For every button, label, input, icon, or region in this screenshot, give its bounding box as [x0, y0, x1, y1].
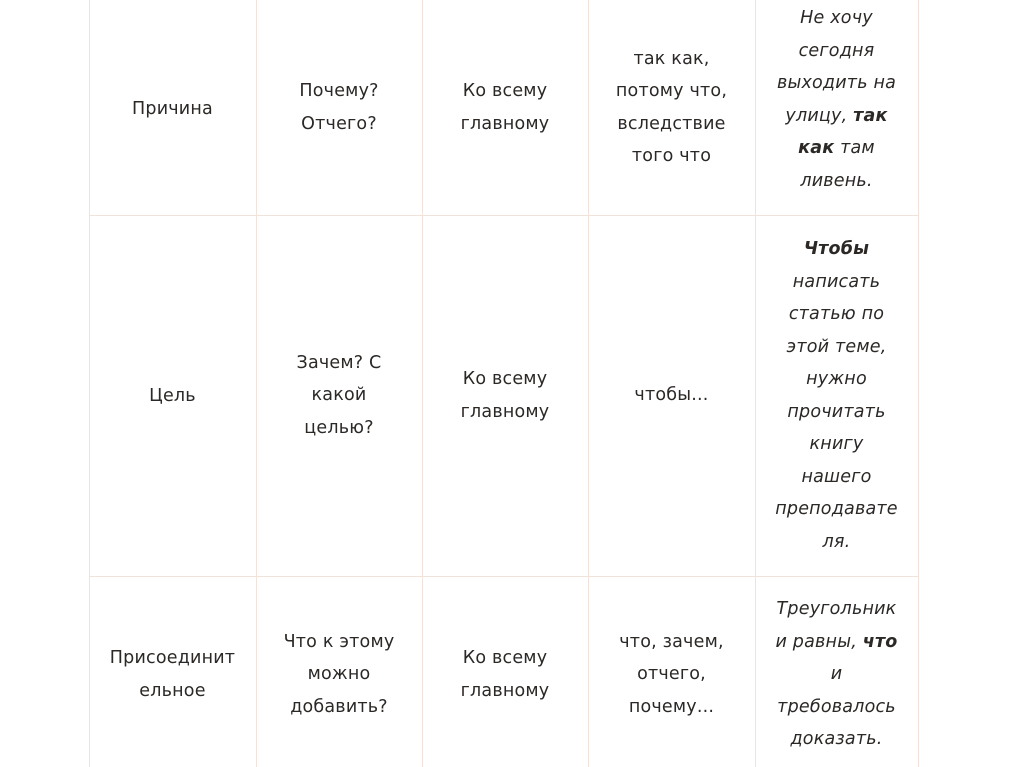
question-line: Почему?: [299, 81, 379, 101]
question-line: целью?: [304, 417, 374, 438]
example-line: Чтобы: [803, 239, 870, 259]
question-line: Что к этому: [283, 631, 395, 652]
example-line: и равны, что: [775, 631, 898, 652]
cell-question-row3: [256, 576, 422, 767]
cell-relation-row2: [422, 215, 588, 576]
means-line: чтобы...: [634, 385, 709, 406]
example-line: как там: [798, 138, 875, 158]
relation-line: Ко всему: [462, 81, 548, 101]
example-line: улицу, так: [785, 105, 888, 126]
question-line: добавить?: [290, 696, 388, 717]
column-divider: [918, 0, 919, 767]
cell-example-row3: [755, 576, 918, 767]
example-line: книгу: [809, 434, 864, 454]
example-line: статью по: [788, 304, 885, 324]
type-label: Цель: [149, 386, 196, 407]
relation-line: Ко всему: [462, 648, 548, 668]
example-line: этой теме,: [786, 336, 887, 357]
cell-relation-row1: [422, 0, 588, 215]
example-line: и: [830, 664, 843, 685]
example-line: требовалось: [777, 696, 896, 717]
cell-means-row1: [588, 0, 755, 215]
cell-question-row1: [256, 0, 422, 215]
example-line: нужно: [806, 369, 867, 389]
cell-relation-row3: [422, 576, 588, 767]
example-line: прочитать: [787, 401, 886, 422]
means-line: того что: [631, 146, 712, 166]
relation-line: главному: [460, 113, 550, 134]
question-line: какой: [311, 385, 367, 406]
cell-type-row1: [89, 0, 256, 215]
example-line: выходить на: [776, 73, 897, 93]
means-line: отчего,: [637, 664, 706, 685]
grammar-table: [89, 0, 919, 767]
means-line: потому что,: [615, 81, 728, 101]
cell-means-row3: [588, 576, 755, 767]
example-line: ля.: [822, 531, 851, 552]
cell-example-row2: [755, 215, 918, 576]
example-line: сегодня: [798, 40, 875, 61]
means-line: что, зачем,: [619, 631, 724, 652]
type-label: Причина: [132, 98, 213, 119]
example-line: доказать.: [790, 729, 883, 750]
cell-example-row1: [755, 0, 918, 215]
cell-question-row2: [256, 215, 422, 576]
means-line: почему...: [628, 696, 715, 717]
relation-line: главному: [460, 680, 550, 701]
example-line: Не хочу: [800, 8, 873, 28]
example-line: нашего: [801, 466, 872, 487]
type-label: ельное: [139, 680, 206, 701]
example-line: преподавате: [775, 499, 898, 519]
example-line: Треугольник: [776, 599, 897, 620]
example-line: написать: [792, 271, 881, 292]
means-line: так как,: [633, 48, 710, 69]
cell-type-row3: [89, 576, 256, 767]
question-line: Зачем? С: [296, 352, 382, 373]
relation-line: Ко всему: [462, 369, 548, 389]
means-line: вследствие: [617, 113, 726, 134]
question-line: можно: [307, 664, 371, 685]
cell-means-row2: [588, 215, 755, 576]
relation-line: главному: [460, 401, 550, 422]
type-label: Присоединит: [109, 648, 236, 668]
example-line: ливень.: [800, 170, 873, 191]
question-line: Отчего?: [301, 113, 377, 134]
cell-type-row2: [89, 215, 256, 576]
